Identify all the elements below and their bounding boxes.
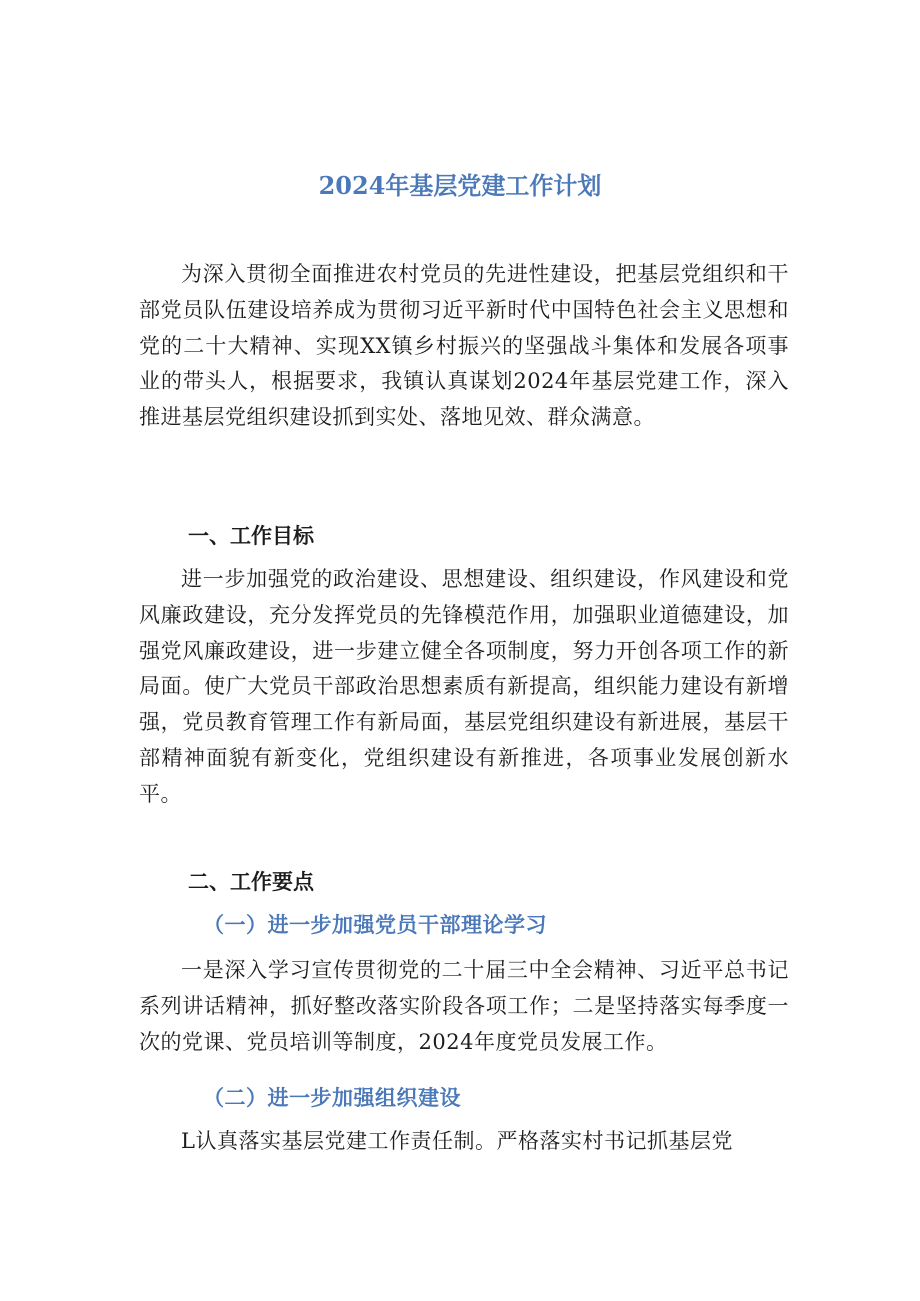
theory-study-paragraph: 一是深入学习宣传贯彻党的二十届三中全会精神、习近平总书记系列讲话精神，抓好整改落实阶段各项工作；二是坚持落实每季度一次的党课、党员培训等制度，2024年度党员发展工作。 xyxy=(139,958,789,1054)
intro-paragraph: 为深入贯彻全面推进农村党员的先进性建设，把基层党组织和干部党员队伍建设培养成为贯彻习近平新时代中国特色社会主义思想和党的二十大精神、实现XX镇乡村振兴的坚强战斗集体和发展各项事业的带头人，根据要求，我镇认真谋划2024年基层党建工作，深入推进基层党组织建设抓到实处、落地见效、群众满意。 xyxy=(139,262,789,430)
section-heading-key-points: 二、工作要点 xyxy=(188,870,314,894)
subsection-heading-theory-study: （一）进一步加强党员干部理论学习 xyxy=(203,912,547,937)
document-title: 2024年基层党建工作计划 xyxy=(318,171,602,200)
goals-paragraph: 进一步加强党的政治建设、思想建设、组织建设，作风建设和党风廉政建设，充分发挥党员的先锋模范作用，加强职业道德建设，加强党风廉政建设，进一步建立健全各项制度，努力开创各项工作的新局面。使广大党员干部政治思想素质有新提高，组织能力建设有新增强，党员教育管理工作有新局面，基层党组织建设有新进展，基层干部精神面貌有新变化，党组织建设有新推进，各项事业发展创新水平。 xyxy=(139,567,789,806)
section-heading-goals: 一、工作目标 xyxy=(188,524,314,548)
organization-paragraph: L认真落实基层党建工作责任制。严格落实村书记抓基层党 xyxy=(181,1129,733,1153)
subsection-heading-organization: （二）进一步加强组织建设 xyxy=(203,1085,461,1110)
